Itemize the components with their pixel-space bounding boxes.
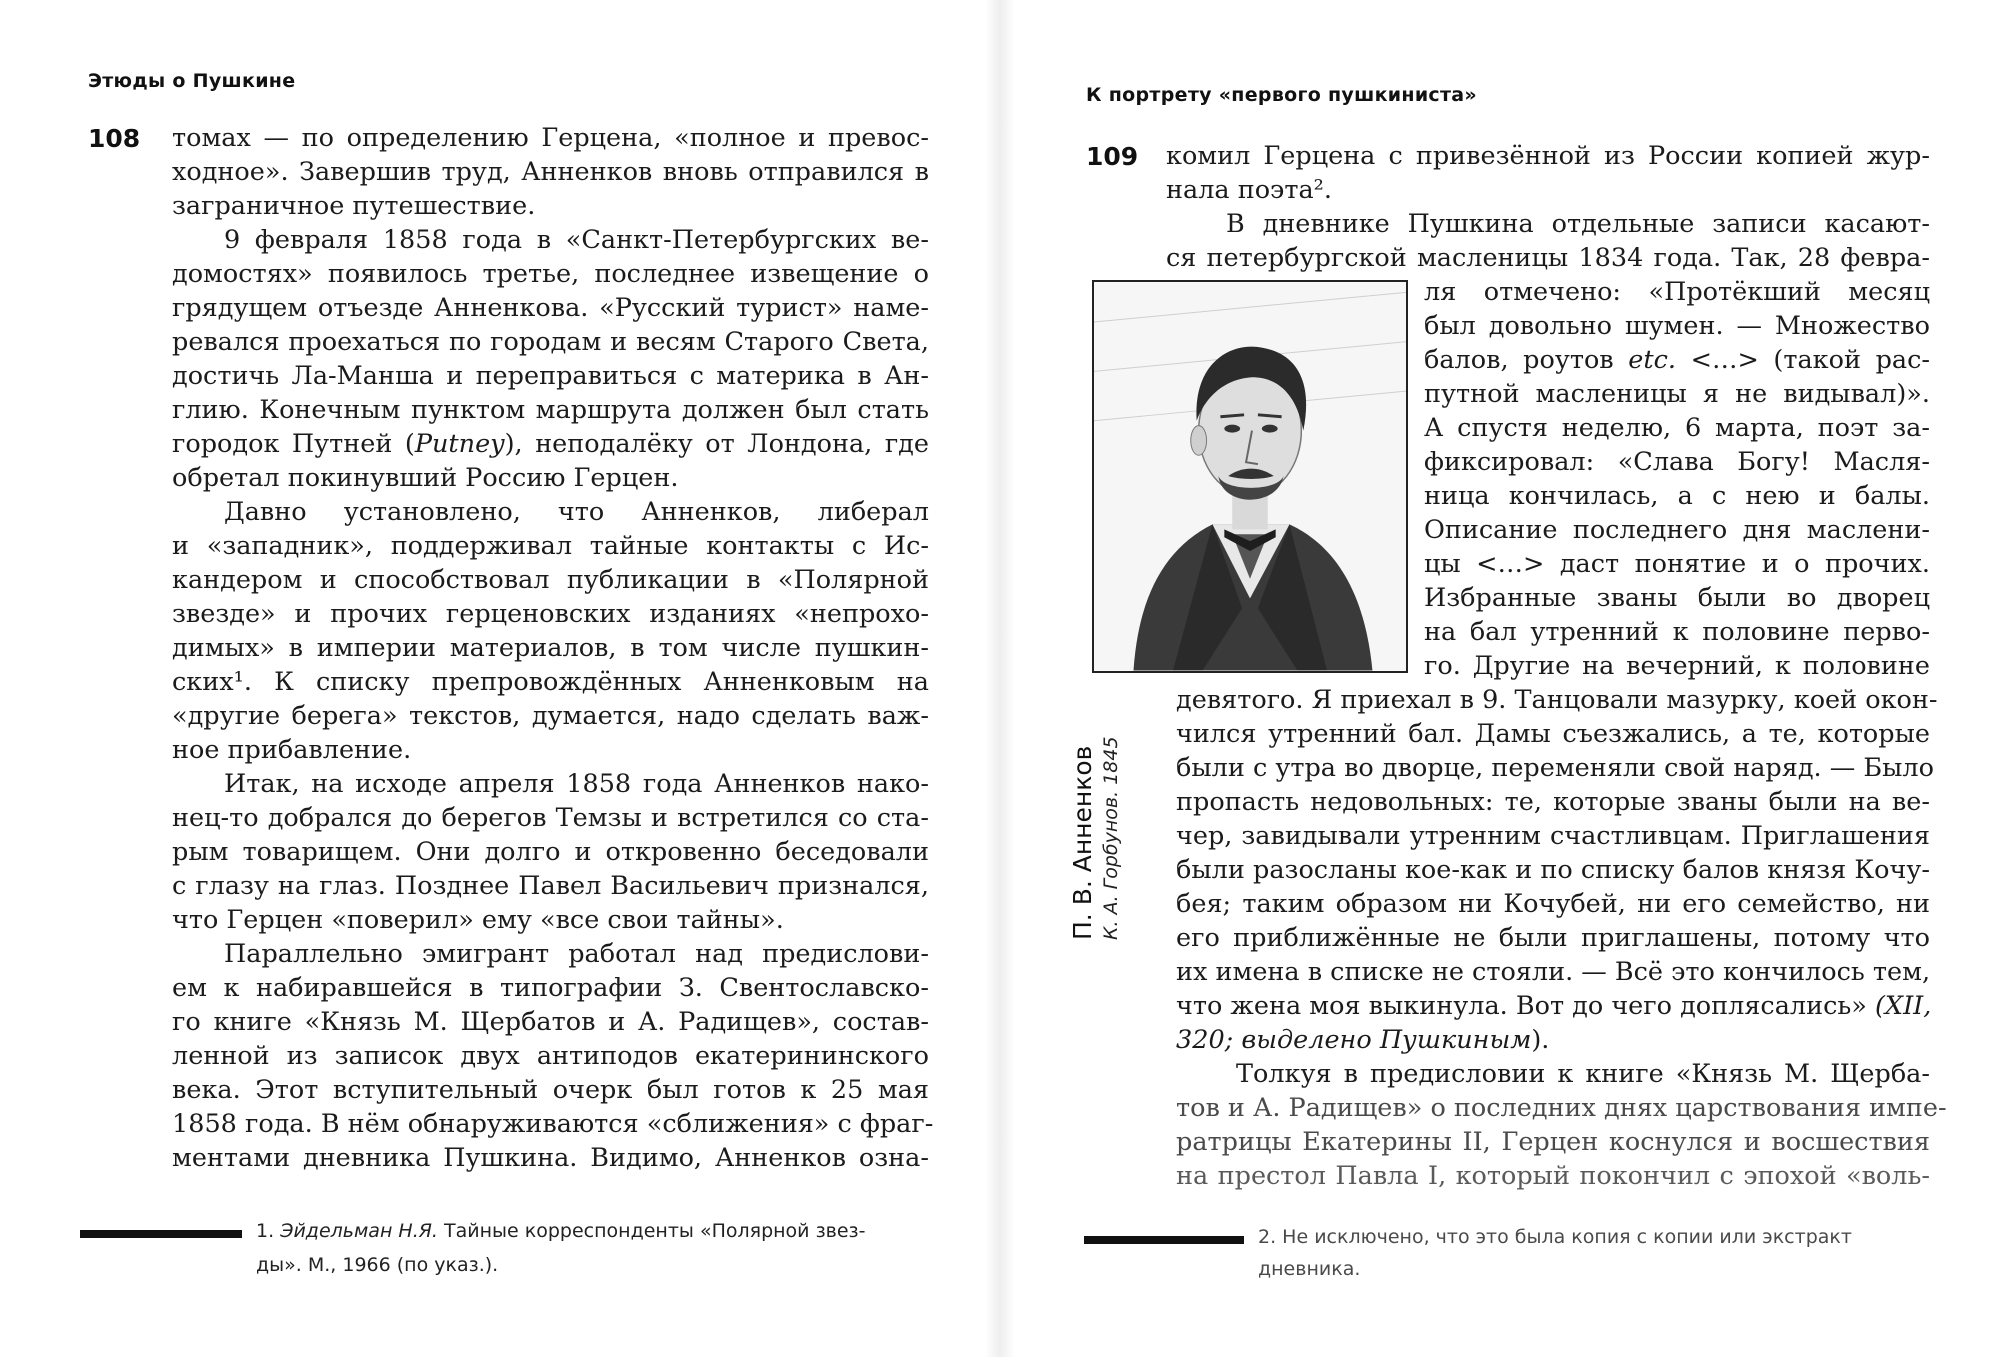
text-line: пропасть недовольных: те, которые званы были на ве- bbox=[1176, 787, 1930, 817]
text-line: нец-то добрался до берегов Темзы и встретился со ста- bbox=[172, 803, 929, 833]
text-line: грядущем отъезде Анненкова. «Русский турист» наме- bbox=[172, 293, 929, 323]
text-line: путной масленицы я не видывал)». bbox=[1424, 379, 1930, 409]
text-line: их имена в списке не стояли. — Всё это кончилось тем, bbox=[1176, 957, 1931, 987]
text-line: ся петербургской масленицы 1834 года. Так, 28 февра- bbox=[1166, 243, 1930, 273]
text-line: чился утренний бал. Дамы съезжались, а те, которые bbox=[1176, 719, 1930, 749]
text-line: тов и А. Радищев» о последних днях царствования импе- bbox=[1176, 1093, 1947, 1123]
running-head-left: Этюды о Пушкине bbox=[88, 70, 296, 92]
text-line: звезде» и прочих герценовских изданиях «непрохо- bbox=[172, 599, 929, 629]
text-line: ленной из записок двух антиподов екатерининского bbox=[172, 1041, 929, 1071]
text-line: 9 февраля 1858 года в «Санкт-Петербургских ве- bbox=[224, 225, 929, 255]
page-number-left: 108 bbox=[88, 124, 141, 153]
text-line: чер, завидывали утренним счастливцам. Приглашения bbox=[1176, 821, 1930, 851]
footnote-marker: 1. bbox=[256, 1220, 275, 1242]
page-number-right: 109 bbox=[1086, 142, 1139, 171]
text-line: Параллельно эмигрант работал над предислови- bbox=[224, 939, 929, 969]
caption-name: П. В. Анненков bbox=[1068, 745, 1097, 940]
text-line: были разосланы кое-как и по списку балов князя Кочу- bbox=[1176, 855, 1930, 885]
text-line: что Герцен «поверил» ему «все свои тайны». bbox=[172, 905, 784, 935]
text-line: димых» в империи материалов, в том числе пушкин- bbox=[172, 633, 929, 663]
text-line: ница кончилась, а с нею и балы. bbox=[1424, 481, 1930, 511]
footnote-text: Не исключено, что это была копия с копии или экстракт bbox=[1276, 1226, 1852, 1248]
portrait-caption bbox=[1068, 736, 1124, 940]
text-line: го книге «Князь М. Щербатов и А. Радищев», состав- bbox=[172, 1007, 929, 1037]
text-line: городок Путней (Putney), неподалёку от Лондона, где bbox=[172, 429, 929, 459]
text-line: нала поэта². bbox=[1166, 175, 1332, 205]
text-line: В дневнике Пушкина отдельные записи касают- bbox=[1226, 209, 1930, 239]
text-line: ля отмечено: «Протёкший месяц bbox=[1424, 277, 1930, 307]
footnote-rule-left bbox=[80, 1230, 242, 1238]
text-line: Давно установлено, что Анненков, либерал bbox=[224, 497, 929, 527]
text-line: рым товарищем. Они долго и откровенно беседовали bbox=[172, 837, 929, 867]
text-line: Итак, на исходе апреля 1858 года Анненков нако- bbox=[224, 769, 929, 799]
text-line: 320; выделено Пушкиным). bbox=[1176, 1025, 1550, 1055]
text-line: ем к набиравшейся в типографии З. Свентославско- bbox=[172, 973, 929, 1003]
text-line: девятого. Я приехал в 9. Танцовали мазурку, коей окон- bbox=[1176, 685, 1938, 715]
text-line: был довольно шумен. — Множество bbox=[1424, 311, 1930, 341]
text-line: цы <…> даст понятие и о прочих. bbox=[1424, 549, 1930, 579]
text-line: на бал утренний к половине перво- bbox=[1424, 617, 1930, 647]
text-line: что жена моя выкинула. Вот до чего доплясались» (XII, bbox=[1176, 991, 1932, 1021]
running-head-right: К портрету «первого пушкиниста» bbox=[1086, 84, 1478, 106]
footnote-1-continuation: ды». М., 1966 (по указ.). bbox=[256, 1254, 499, 1276]
text-line: Описание последнего дня маслени- bbox=[1424, 515, 1930, 545]
text-line: томах — по определению Герцена, «полное и превос- bbox=[172, 123, 929, 153]
caption-credit: К. А. Горбунов. 1845 bbox=[1100, 736, 1122, 940]
text-line: ратрицы Екатерины II, Герцен коснулся и восшествия bbox=[1176, 1127, 1930, 1157]
text-line: А спустя неделю, 6 марта, поэт за- bbox=[1424, 413, 1930, 443]
text-line: фиксировал: «Слава Богу! Масля- bbox=[1424, 447, 1930, 477]
text-line: балов, роутов etc. <…> (такой рас- bbox=[1424, 345, 1930, 375]
text-line: были с утра во дворце, переменяли свой наряд. — Было bbox=[1176, 753, 1934, 783]
text-line: глию. Конечным пунктом маршрута должен был стать bbox=[172, 395, 929, 425]
text-line: века. Этот вступительный очерк был готов к 25 мая bbox=[172, 1075, 929, 1105]
portrait-drawing bbox=[1094, 282, 1406, 671]
text-line: кандером и способствовал публикации в «Полярной bbox=[172, 565, 929, 595]
text-line: Толкуя в предисловии к книге «Князь М. Щерба- bbox=[1236, 1059, 1930, 1089]
text-line: комил Герцена с привезённой из России копией жур- bbox=[1166, 141, 1930, 171]
text-line: достичь Ла-Манша и переправиться с материка в Ан- bbox=[172, 361, 929, 391]
italic-term: Putney bbox=[414, 429, 505, 459]
italic-term: (XII, bbox=[1874, 991, 1932, 1021]
right-page bbox=[1000, 0, 2000, 1357]
italic-term: 320; выделено Пушкиным bbox=[1176, 1025, 1532, 1055]
text-line: ских¹. К списку препровождённых Анненковым на bbox=[172, 667, 929, 697]
text-line: ходное». Завершив труд, Анненков вновь отправился в bbox=[172, 157, 929, 187]
text-line: го. Другие на вечерний, к половине bbox=[1424, 651, 1930, 681]
text-line: обретал покинувший Россию Герцен. bbox=[172, 463, 679, 493]
text-line: и «западник», поддерживал тайные контакты с Ис- bbox=[172, 531, 929, 561]
footnote-2 bbox=[1258, 1222, 1852, 1252]
text-line: заграничное путешествие. bbox=[172, 191, 536, 221]
footnote-author: Эйдельман Н.Я. bbox=[280, 1220, 438, 1242]
text-line: домостях» появилось третье, последнее извещение о bbox=[172, 259, 929, 289]
text-line: ментами дневника Пушкина. Видимо, Анненков озна- bbox=[172, 1143, 929, 1173]
text-line: 1858 года. В нём обнаруживаются «сближения» с фраг- bbox=[172, 1109, 934, 1139]
text-line: бея; таким образом ни Кочубей, ни его семейство, ни bbox=[1176, 889, 1930, 919]
text-line: Избранные званы были во дворец bbox=[1424, 583, 1930, 613]
text-line: его приближённые не были приглашены, потому что bbox=[1176, 923, 1930, 953]
text-line: «другие берега» текстов, думается, надо сделать важ- bbox=[172, 701, 929, 731]
italic-term: etc. bbox=[1628, 345, 1676, 375]
footnote-text: Тайные корреспонденты «Полярной звез- bbox=[437, 1220, 866, 1242]
footnote-1 bbox=[256, 1216, 866, 1246]
text-line: с глазу на глаз. Позднее Павел Васильевич признался, bbox=[172, 871, 929, 901]
footnote-marker: 2. bbox=[1258, 1226, 1277, 1248]
text-line: ревался проехаться по городам и весям Старого Света, bbox=[172, 327, 929, 357]
footnote-2-continuation: дневника. bbox=[1258, 1258, 1361, 1280]
text-line: на престол Павла I, который покончил с эпохой «воль- bbox=[1176, 1161, 1930, 1191]
footnote-rule-right bbox=[1084, 1236, 1244, 1244]
portrait-illustration bbox=[1092, 280, 1408, 673]
text-line: ное прибавление. bbox=[172, 735, 412, 765]
